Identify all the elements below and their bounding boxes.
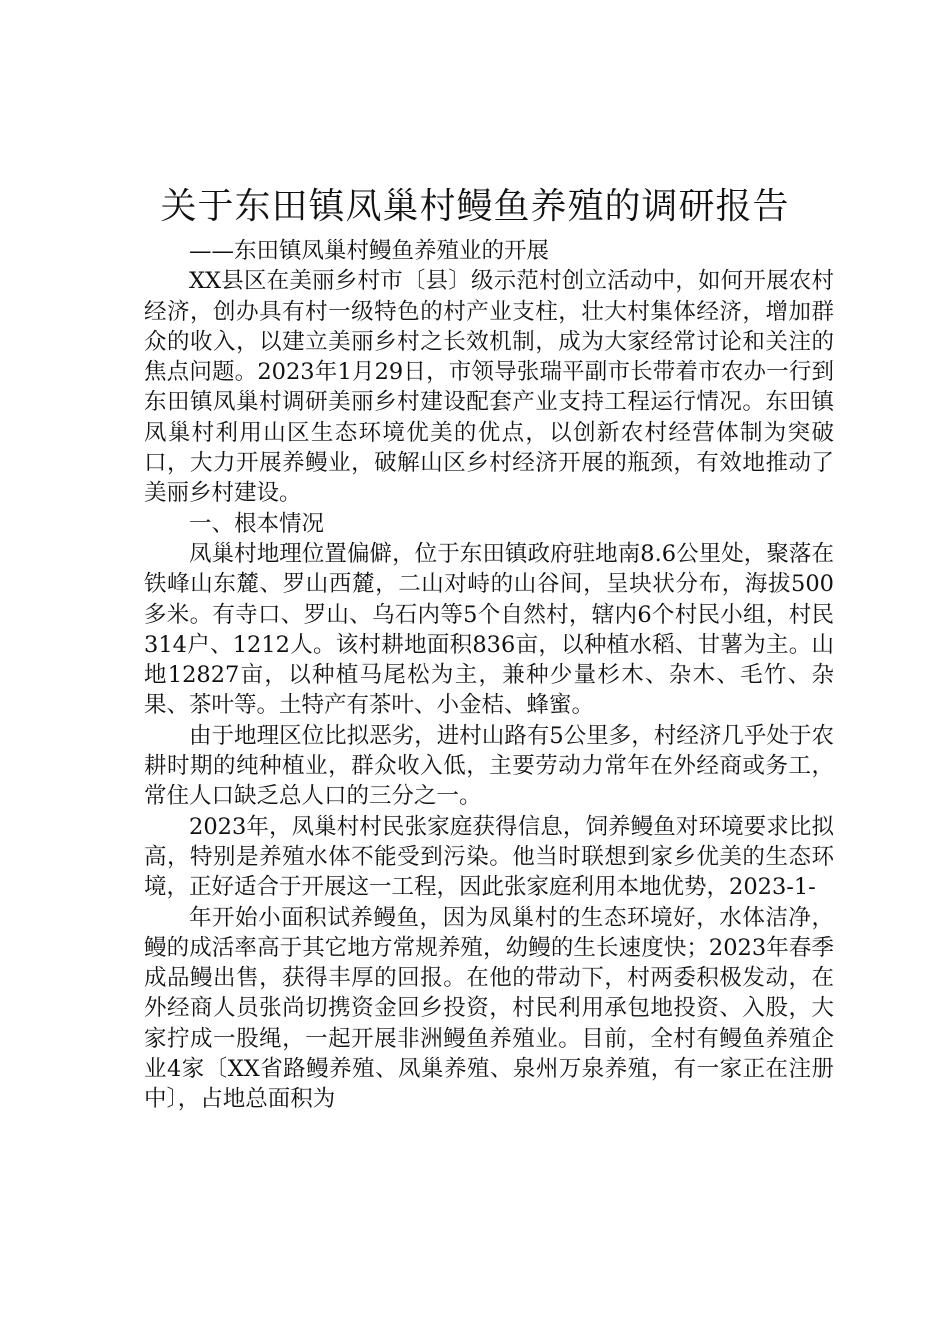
paragraph-eel-development: 年开始小面积试养鳗鱼，因为凤巢村的生态环境好，水体洁净，鳗的成活率高于其它地方常规养殖，幼鳗的生长速度快；2023年春季成品鳗出售，获得丰厚的回报。在他的带动下，村两委积极发动，在外经商人员张尚切携资金回乡投资，村民利用承包地投资、入股，大家拧成一股绳，一起开展非洲鳗鱼养殖业。目前，全村有鳗鱼养殖企业4家〔XX省路鳗养殖、凤巢养殖、泉州万泉养殖，有一家正在注册中〕，占地总面积为 — [144, 904, 834, 1113]
page-title: 关于东田镇凤巢村鳗鱼养殖的调研报告 — [160, 186, 790, 227]
document-body — [144, 236, 834, 1115]
section-heading-basic-situation: 一、根本情况 — [189, 510, 325, 537]
paragraph-location-conditions: 由于地理区位比拟恶劣，进村山路有5公里多，村经济几乎处于农耕时期的纯种植业，群众收入低，主要劳动力常年在外经商或务工，常住人口缺乏总人口的三分之一。 — [144, 722, 834, 810]
paragraph-intro: XX县区在美丽乡村市〔县〕级示范村创立活动中，如何开展农村经济，创办具有村一级特色的村产业支柱，壮大村集体经济，增加群众的收入，以建立美丽乡村之长效机制，成为大家经常讨论和关注的焦点问题。2023年1月29日，市领导张瑞平副市长带着市农办一行到东田镇凤巢村调研美丽乡村建设配套产业支持工程运行情况。东田镇凤巢村利用山区生态环境优美的优点，以创新农村经营体制为突破口，大力开展养鳗业，破解山区乡村经济开展的瓶颈，有效地推动了美丽乡村建设。 — [144, 268, 834, 507]
subtitle: ——东田镇凤巢村鳗鱼养殖业的开展 — [189, 238, 550, 264]
paragraph-village-overview: 凤巢村地理位置偏僻，位于东田镇政府驻地南8.6公里处，聚落在铁峰山东麓、罗山西麓，二山对峙的山谷间，呈块状分布，海拔500多米。有寺口、罗山、乌石内等5个自然村，辖内6个村民小组，村民314户、1212人。该村耕地面积836亩，以种植水稻、甘薯为主。山地12827亩，以种植马尾松为主，兼种少量杉木、杂木、毛竹、杂果、茶叶等。土特产有茶叶、小金桔、蜂蜜。 — [144, 540, 834, 719]
paragraph-eel-origin: 2023年，凤巢村村民张家庭获得信息，饲养鳗鱼对环境要求比拟高，特别是养殖水体不能受到污染。他当时联想到家乡优美的生态环境，正好适合于开展这一工程，因此张家庭利用本地优势，2023-1- — [144, 813, 834, 901]
